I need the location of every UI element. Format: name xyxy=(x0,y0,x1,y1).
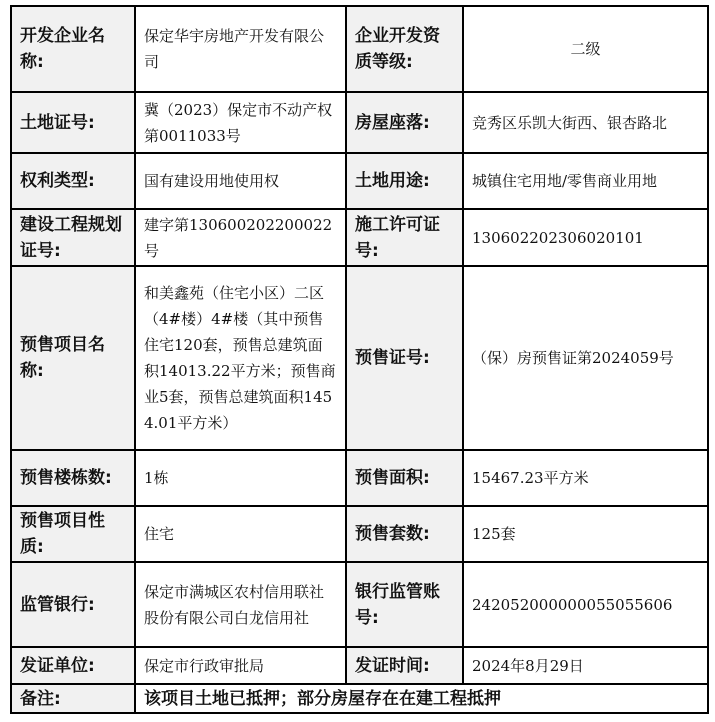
land-cert-value: 冀（2023）保定市不动产权第0011033号 xyxy=(135,92,346,153)
presale-cert-label: 预售证号: xyxy=(346,266,463,450)
presale-area-value: 15467.23平方米 xyxy=(463,450,708,506)
issue-date-label: 发证时间: xyxy=(346,647,463,684)
planning-permit-value: 建字第130600202200022号 xyxy=(135,209,346,266)
table-row xyxy=(11,92,708,153)
unit-count-label: 预售套数: xyxy=(346,506,463,562)
supervising-bank-label: 监管银行: xyxy=(11,562,135,647)
project-name-value: 和美鑫苑（住宅小区）二区（4#楼）4#楼（其中预售住宅120套，预售总建筑面积14013.22平方米；预售商业5套，预售总建筑面积1454.01平方米） xyxy=(135,266,346,450)
project-nature-label: 预售项目性质: xyxy=(11,506,135,562)
unit-count-value: 125套 xyxy=(463,506,708,562)
bank-account-value: 242052000000055055606 xyxy=(463,562,708,647)
table-row xyxy=(11,6,708,92)
presale-info-table xyxy=(10,5,709,714)
construction-permit-label: 施工许可证号: xyxy=(346,209,463,266)
table-row xyxy=(11,153,708,209)
table-row xyxy=(11,209,708,266)
table-row xyxy=(11,647,708,684)
bank-account-label: 银行监管账号: xyxy=(346,562,463,647)
qualification-value: 二级 xyxy=(463,6,708,92)
qualification-label: 企业开发资质等级: xyxy=(346,6,463,92)
issuing-unit-label: 发证单位: xyxy=(11,647,135,684)
project-nature-value: 住宅 xyxy=(135,506,346,562)
remark-text: 该项目土地已抵押；部分房屋存在在建工程抵押 xyxy=(135,684,708,713)
project-name-label: 预售项目名称: xyxy=(11,266,135,450)
issue-date-value: 2024年8月29日 xyxy=(463,647,708,684)
presale-cert-value: （保）房预售证第2024059号 xyxy=(463,266,708,450)
table-row xyxy=(11,266,708,450)
table-row xyxy=(11,450,708,506)
right-type-label: 权利类型: xyxy=(11,153,135,209)
building-count-label: 预售楼栋数: xyxy=(11,450,135,506)
supervising-bank-value: 保定市满城区农村信用联社股份有限公司白龙信用社 xyxy=(135,562,346,647)
land-use-value: 城镇住宅用地/零售商业用地 xyxy=(463,153,708,209)
construction-permit-value: 130602202306020101 xyxy=(463,209,708,266)
land-cert-label: 土地证号: xyxy=(11,92,135,153)
location-value: 竞秀区乐凯大街西、银杏路北 xyxy=(463,92,708,153)
table-row xyxy=(11,562,708,647)
issuing-unit-value: 保定市行政审批局 xyxy=(135,647,346,684)
table-row xyxy=(11,506,708,562)
planning-permit-label: 建设工程规划证号: xyxy=(11,209,135,266)
table-row xyxy=(11,684,708,713)
developer-name-label: 开发企业名称: xyxy=(11,6,135,92)
developer-name-value: 保定华宇房地产开发有限公司 xyxy=(135,6,346,92)
building-count-value: 1栋 xyxy=(135,450,346,506)
location-label: 房屋座落: xyxy=(346,92,463,153)
land-use-label: 土地用途: xyxy=(346,153,463,209)
presale-area-label: 预售面积: xyxy=(346,450,463,506)
right-type-value: 国有建设用地使用权 xyxy=(135,153,346,209)
remark-label: 备注: xyxy=(11,684,135,713)
